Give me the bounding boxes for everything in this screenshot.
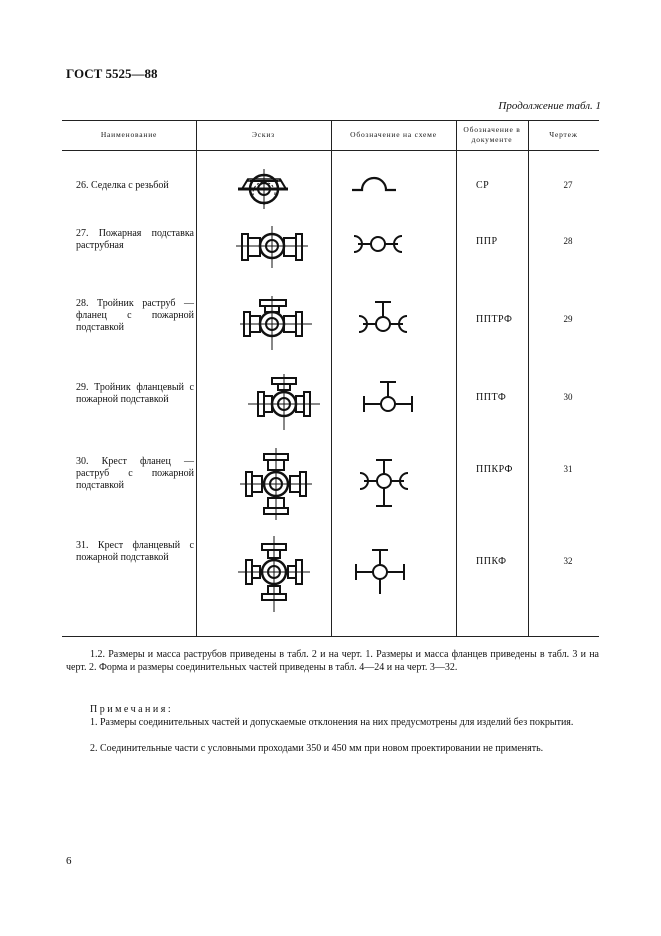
column-header-sketch: Эскиз (252, 130, 275, 139)
column-divider (196, 120, 197, 636)
cross-flange-socket-sketch (240, 448, 312, 520)
drawing-number: 32 (563, 556, 573, 566)
drawing-number: 27 (563, 180, 573, 190)
notes-heading: Примечания: (90, 704, 174, 715)
tee-flanged-sketch (248, 374, 320, 430)
body-paragraph: 1.2. Размеры и масса раструбов приведены в табл. 2 и на черт. 1. Размеры и масса фланцев приведены в табл. 3 и на черт. 2. Форма и размеры соединительных частей приведены в табл. 4—24 и на черт. 3—32. (66, 649, 599, 673)
column-divider (331, 120, 332, 636)
table-continuation-label: Продолжение табл. 1 (498, 100, 601, 112)
table-row-name: 28. Тройник раструб — фланец с пожарной подставкой (76, 298, 194, 333)
cross-flanged-symbol (354, 548, 406, 598)
tee-socket-flange-sketch (240, 296, 312, 352)
column-header-scheme-symbol: Обозначение на схеме (350, 130, 437, 139)
column-divider (528, 120, 529, 636)
socket-fire-stand-symbol (350, 232, 406, 256)
saddle-symbol (350, 170, 398, 194)
note-item: 1. Размеры соединительных частей и допускаемые отклонения на них предусмотрены для изделий без покрытия. (90, 717, 574, 728)
page-number: 6 (66, 855, 72, 867)
tee-socket-flange-symbol (355, 300, 411, 340)
document-code: ППТФ (476, 392, 507, 403)
standard-title: ГОСТ 5525—88 (66, 66, 158, 81)
note-item: 2. Соединительные части с условными проходами 350 и 450 мм при новом проектировании не применять. (90, 743, 544, 754)
drawing-number: 28 (563, 236, 573, 246)
drawing-number: 30 (563, 392, 573, 402)
column-header-name: Наименование (100, 130, 158, 139)
document-code: СР (476, 180, 490, 191)
tee-flanged-symbol (360, 380, 416, 416)
table-row-name: 26. Седелка с резьбой (76, 180, 169, 191)
document-code: ППР (476, 236, 498, 247)
document-code: ППТРФ (476, 314, 513, 325)
table-row-name: 31. Крест фланцевый с пожарной подставкой (76, 540, 194, 563)
column-header-drawing: Чертеж (549, 130, 578, 139)
saddle-threaded-sketch (236, 163, 292, 213)
socket-fire-stand-sketch (236, 226, 308, 270)
table-row-name: 29. Тройник фланцевый с пожарной подставкой (76, 382, 194, 405)
column-divider (456, 120, 457, 636)
cross-flanged-sketch (238, 536, 310, 612)
document-code: ППКРФ (476, 464, 513, 475)
cross-flange-socket-symbol (356, 458, 412, 510)
document-code: ППКФ (476, 556, 507, 567)
column-header-document-code: Обозначение в документе (463, 125, 521, 144)
drawing-number: 31 (563, 464, 573, 474)
table-row-name: 27. Пожарная подставка раструбная (76, 228, 194, 251)
drawing-number: 29 (563, 314, 573, 324)
table-bottom-rule (62, 636, 599, 637)
table-row-name: 30. Крест фланец — раструб с пожарной подставкой (76, 456, 194, 491)
